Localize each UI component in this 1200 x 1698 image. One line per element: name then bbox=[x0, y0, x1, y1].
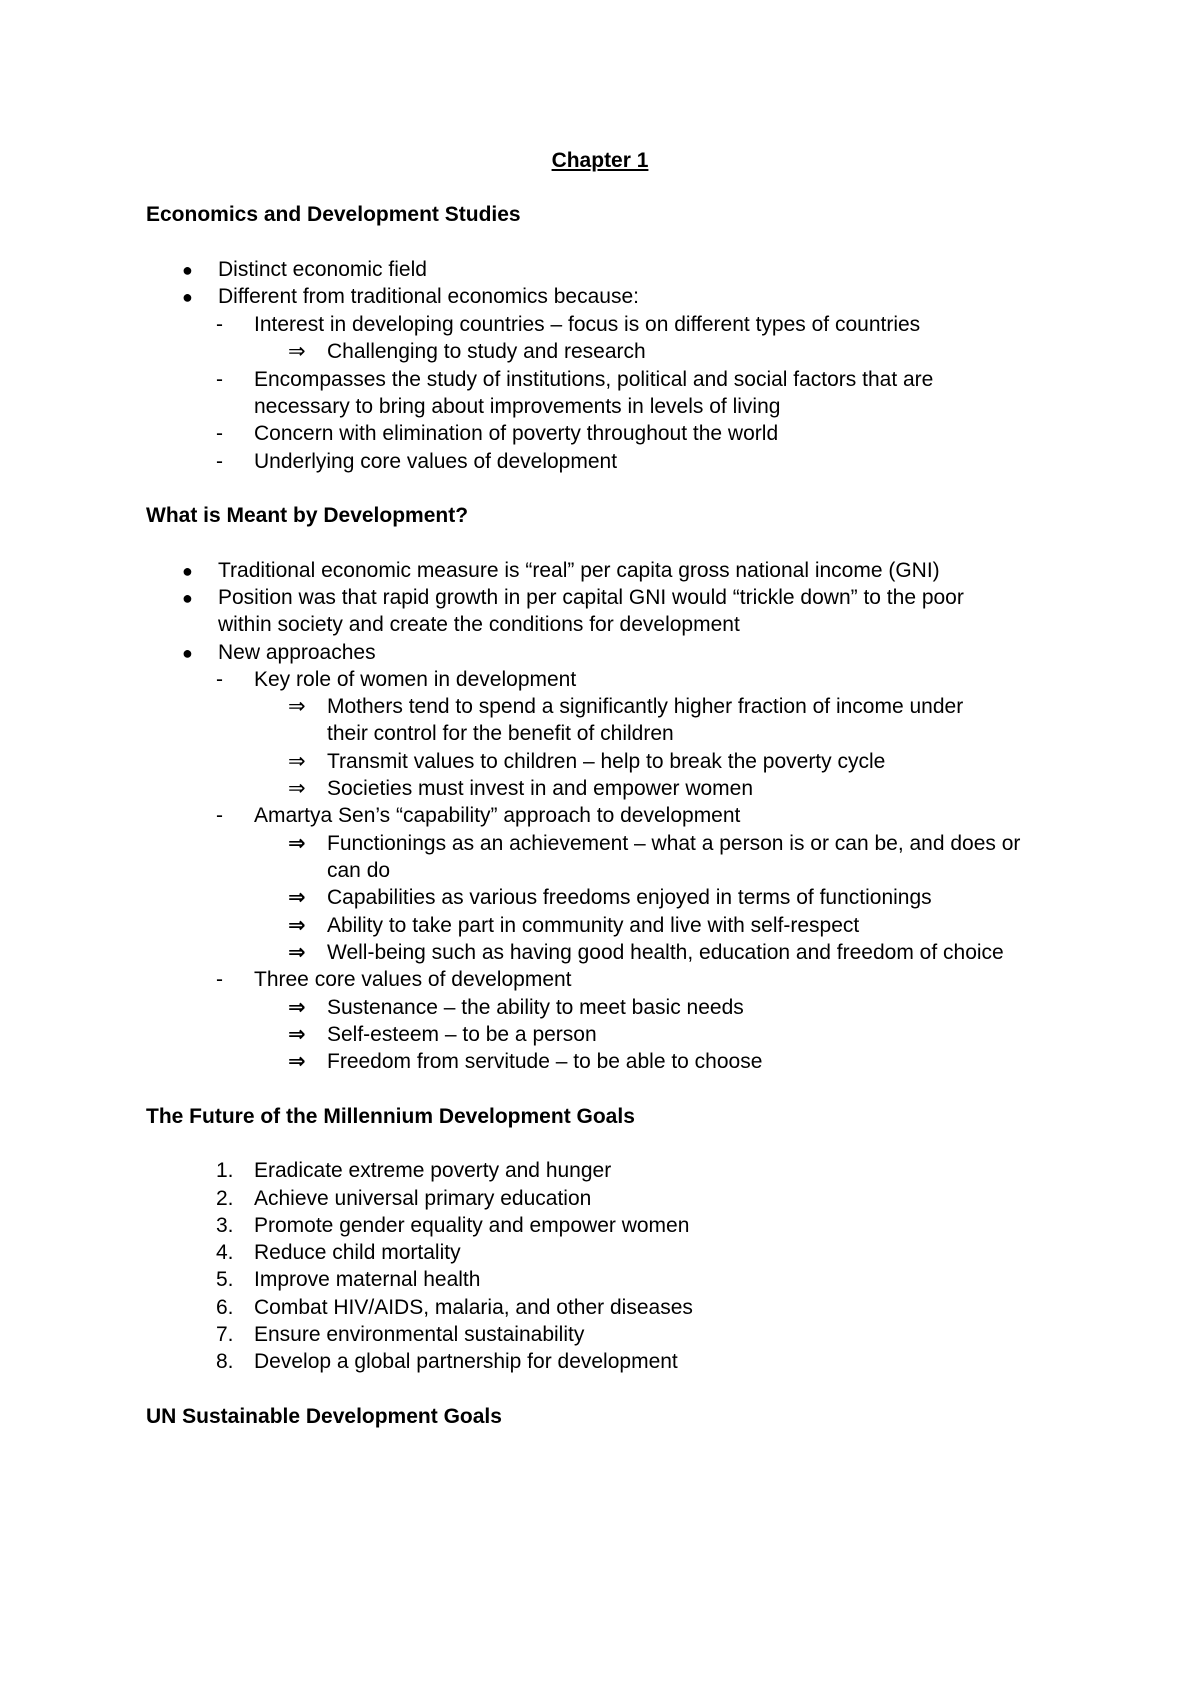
list-item: Underlying core values of development bbox=[254, 450, 618, 473]
list-item: Different from traditional economics because: bbox=[218, 285, 639, 308]
list-item: Well-being such as having good health, education and freedom of choice bbox=[327, 941, 1004, 964]
goal-item: Achieve universal primary education bbox=[254, 1187, 592, 1210]
list-item: Key role of women in development bbox=[254, 668, 577, 691]
arrow-icon: ⇒ bbox=[288, 750, 306, 773]
list-item: Distinct economic field bbox=[218, 258, 427, 281]
arrow-icon: ⇒ bbox=[288, 340, 306, 363]
goal-item: Promote gender equality and empower women bbox=[254, 1214, 690, 1237]
list-number: 3. bbox=[216, 1214, 234, 1237]
dash-icon: - bbox=[216, 313, 223, 336]
list-item: Encompasses the study of institutions, political and social factors that are bbox=[254, 368, 934, 391]
list-item: Freedom from servitude – to be able to choose bbox=[327, 1050, 763, 1073]
dash-icon: - bbox=[216, 668, 223, 691]
list-item: Sustenance – the ability to meet basic needs bbox=[327, 996, 744, 1019]
section-heading-sdg: UN Sustainable Development Goals bbox=[146, 1405, 502, 1428]
bullet-icon: ● bbox=[182, 561, 193, 581]
list-item: Ability to take part in community and live with self-respect bbox=[327, 914, 860, 937]
section-heading-development: What is Meant by Development? bbox=[146, 504, 469, 527]
arrow-bold-icon: ⇒ bbox=[288, 1023, 306, 1046]
dash-icon: - bbox=[216, 804, 223, 827]
list-item-continued: can do bbox=[327, 859, 391, 882]
list-item: Traditional economic measure is “real” per capita gross national income (GNI) bbox=[218, 559, 940, 582]
chapter-title: Chapter 1 bbox=[551, 149, 649, 172]
list-item: Functionings as an achievement – what a person is or can be, and does or bbox=[327, 832, 1021, 855]
bullet-icon: ● bbox=[182, 643, 193, 663]
goal-item: Eradicate extreme poverty and hunger bbox=[254, 1159, 612, 1182]
bullet-icon: ● bbox=[182, 588, 193, 608]
arrow-bold-icon: ⇒ bbox=[288, 886, 306, 909]
list-item: Three core values of development bbox=[254, 968, 572, 991]
list-item: Interest in developing countries – focus is on different types of countries bbox=[254, 313, 921, 336]
dash-icon: - bbox=[216, 968, 223, 991]
list-number: 4. bbox=[216, 1241, 234, 1264]
list-number: 5. bbox=[216, 1268, 234, 1291]
goal-item: Develop a global partnership for development bbox=[254, 1350, 678, 1373]
arrow-icon: ⇒ bbox=[288, 695, 306, 718]
list-item: Transmit values to children – help to break the poverty cycle bbox=[327, 750, 886, 773]
dash-icon: - bbox=[216, 450, 223, 473]
dash-icon: - bbox=[216, 422, 223, 445]
list-item: Mothers tend to spend a significantly higher fraction of income under bbox=[327, 695, 964, 718]
bullet-icon: ● bbox=[182, 260, 193, 280]
arrow-bold-icon: ⇒ bbox=[288, 832, 306, 855]
arrow-bold-icon: ⇒ bbox=[288, 941, 306, 964]
list-item: Concern with elimination of poverty throughout the world bbox=[254, 422, 779, 445]
arrow-bold-icon: ⇒ bbox=[288, 1050, 306, 1073]
list-item: Challenging to study and research bbox=[327, 340, 646, 363]
section-heading-economics: Economics and Development Studies bbox=[146, 203, 521, 226]
list-number: 2. bbox=[216, 1187, 234, 1210]
list-item-continued: within society and create the conditions for development bbox=[218, 613, 740, 636]
list-number: 8. bbox=[216, 1350, 234, 1373]
goal-item: Combat HIV/AIDS, malaria, and other diseases bbox=[254, 1296, 693, 1319]
list-item-continued: necessary to bring about improvements in levels of living bbox=[254, 395, 781, 418]
list-number: 6. bbox=[216, 1296, 234, 1319]
list-item: Societies must invest in and empower women bbox=[327, 777, 754, 800]
goal-item: Improve maternal health bbox=[254, 1268, 481, 1291]
goal-item: Ensure environmental sustainability bbox=[254, 1323, 585, 1346]
section-heading-mdg: The Future of the Millennium Development Goals bbox=[146, 1105, 635, 1128]
list-item-continued: their control for the benefit of children bbox=[327, 722, 674, 745]
list-number: 1. bbox=[216, 1159, 234, 1182]
dash-icon: - bbox=[216, 368, 223, 391]
bullet-icon: ● bbox=[182, 287, 193, 307]
list-item: Position was that rapid growth in per capital GNI would “trickle down” to the poor bbox=[218, 586, 964, 609]
list-item: Self-esteem – to be a person bbox=[327, 1023, 597, 1046]
arrow-bold-icon: ⇒ bbox=[288, 996, 306, 1019]
arrow-bold-icon: ⇒ bbox=[288, 914, 306, 937]
arrow-icon: ⇒ bbox=[288, 777, 306, 800]
goal-item: Reduce child mortality bbox=[254, 1241, 461, 1264]
list-item: Amartya Sen’s “capability” approach to development bbox=[254, 804, 741, 827]
list-number: 7. bbox=[216, 1323, 234, 1346]
list-item: Capabilities as various freedoms enjoyed in terms of functionings bbox=[327, 886, 932, 909]
list-item: New approaches bbox=[218, 641, 376, 664]
